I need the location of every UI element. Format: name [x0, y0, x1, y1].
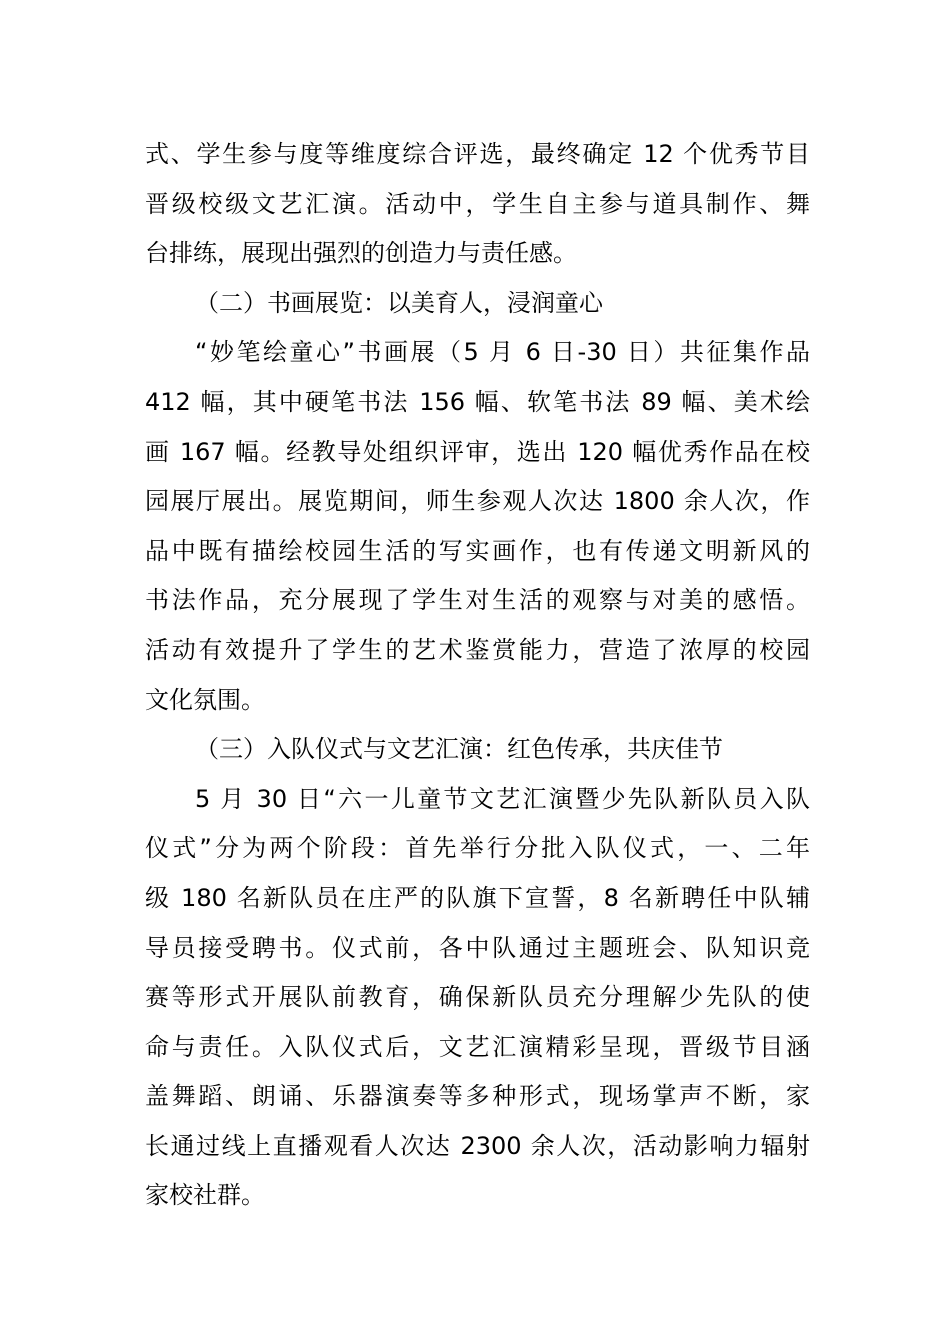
paragraph-line: 式、学生参与度等维度综合评选，最终确定 12 个优秀节目: [145, 140, 810, 168]
paragraph-line: 412 幅，其中硬笔书法 156 幅、软笔书法 89 幅、美术绘: [145, 387, 810, 416]
section-heading: （三）入队仪式与文艺汇演：红色传承，共庆佳节: [195, 735, 723, 764]
paragraph-line: 文化氛围。: [145, 685, 265, 714]
document-body: [145, 130, 810, 1221]
paragraph-line: 长通过线上直播观看人次达 2300 余人次，活动影响力辐射: [145, 1131, 810, 1160]
paragraph-line: 家校社群。: [145, 1181, 265, 1210]
section-heading: （二）书画展览：以美育人，浸润童心: [195, 288, 603, 317]
paragraph-line: 园展厅展出。展览期间，师生参观人次达 1800 余人次，作: [145, 487, 810, 516]
paragraph-line: 级 180 名新队员在庄严的队旗下宣誓，8 名新聘任中队辅: [145, 883, 810, 912]
paragraph-line: 命与责任。入队仪式后，文艺汇演精彩呈现，晋级节目涵: [145, 1032, 810, 1061]
paragraph-line: 仪式”分为两个阶段：首先举行分批入队仪式，一、二年: [145, 834, 810, 863]
paragraph-line: 导员接受聘书。仪式前，各中队通过主题班会、队知识竞: [145, 933, 810, 962]
paragraph-line: 书法作品，充分展现了学生对生活的观察与对美的感悟。: [145, 586, 810, 615]
paragraph-line: 活动有效提升了学生的艺术鉴赏能力，营造了浓厚的校园: [145, 635, 810, 664]
paragraph-line: 台排练，展现出强烈的创造力与责任感。: [145, 239, 577, 268]
paragraph-line: 盖舞蹈、朗诵、乐器演奏等多种形式，现场掌声不断，家: [145, 1082, 810, 1111]
paragraph-line: 赛等形式开展队前教育，确保新队员充分理解少先队的使: [145, 983, 810, 1012]
paragraph-line: 5 月 30 日“六一儿童节文艺汇演暨少先队新队员入队: [195, 784, 810, 813]
paragraph-line: 画 167 幅。经教导处组织评审，选出 120 幅优秀作品在校: [145, 437, 810, 466]
paragraph-line: “妙笔绘童心”书画展（5 月 6 日-30 日）共征集作品: [195, 338, 810, 367]
paragraph-line: 品中既有描绘校园生活的写实画作，也有传递文明新风的: [145, 536, 810, 565]
paragraph-line: 晋级校级文艺汇演。活动中，学生自主参与道具制作、舞: [145, 189, 810, 218]
